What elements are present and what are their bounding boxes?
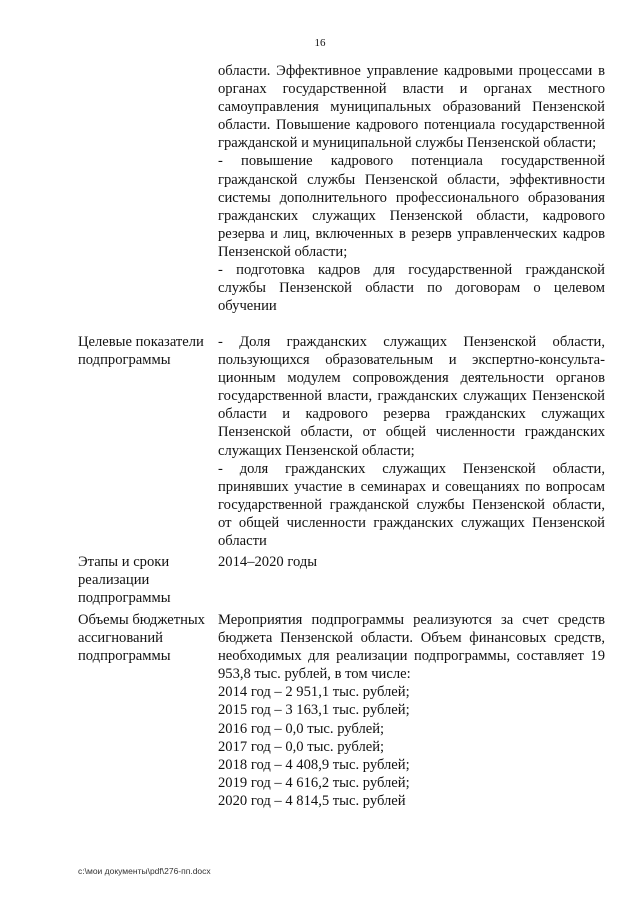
row-content	[218, 611, 605, 810]
year-amount: 2015 год – 3 163,1 тыс. рублей;	[218, 702, 410, 719]
paragraph: области. Эффективное управление кадровыми процессами в органах государственной власти и органах местного самоуправления муниципальных образований Пензенской области. Повышение кадрового потенциала государственной гражданской и муниципальной службы Пензенской области;	[218, 63, 605, 152]
year-amount: 2017 год – 0,0 тыс. рублей;	[218, 738, 385, 755]
paragraph: - Доля гражданских служащих Пензенской области, пользующихся образовательным и экспертно-консультационным модулем сопровождения деятельности органов государственной власти, гражданских служащих Пензенской области и кадрового резерва гражданских служащих Пензенской области, от общей численности гражданских служащих Пензенской области;	[218, 334, 605, 459]
page-number: 16	[314, 37, 326, 49]
paragraph: Мероприятия подпрограммы реализуются за счет средств бюджета Пензенской области. Объем финансовых средств, необходимых для реализации подпрограммы, составляет 19 953,8 тыс. рублей, в том числе:	[218, 612, 605, 683]
row-content	[218, 62, 605, 315]
year-amount: 2018 год – 4 408,9 тыс. рублей;	[218, 756, 410, 773]
row-content	[218, 553, 605, 571]
paragraph: 2014–2020 годы	[218, 554, 318, 570]
row-label: Целевые показатели подпрограммы	[78, 334, 204, 369]
row-label: Объемы бюджетных ассигнований подпрограммы	[78, 612, 205, 665]
year-amount: 2020 год – 4 814,5 тыс. рублей	[218, 792, 406, 809]
paragraph: - доля гражданских служащих Пензенской области, принявших участие в семинарах и совещаниях по вопросам государственной гражданской службы Пензенской области, от общей численности гражданских служащих Пензенской области	[218, 460, 605, 550]
footer-file-path: c:\мои документы\pdf\276-пп.docx	[78, 866, 211, 876]
year-amount: 2016 год – 0,0 тыс. рублей;	[218, 720, 385, 737]
year-amount: 2019 год – 4 616,2 тыс. рублей;	[218, 774, 410, 791]
row-content	[218, 333, 605, 550]
paragraph: - повышение кадрового потенциала государственной гражданской службы Пензенской области, эффективности системы дополнительного профессионального образования гражданских служащих Пензенской области, кадрового резерва и лиц, включенных в резерв управленческих кадров Пензенской области;	[218, 153, 605, 260]
year-amount: 2014 год – 2 951,1 тыс. рублей;	[218, 684, 410, 701]
row-label: Этапы и сроки реализации подпрограммы	[78, 554, 171, 607]
paragraph: - подготовка кадров для государственной гражданской службы Пензенской области по договорам о целевом обучении	[218, 262, 605, 315]
